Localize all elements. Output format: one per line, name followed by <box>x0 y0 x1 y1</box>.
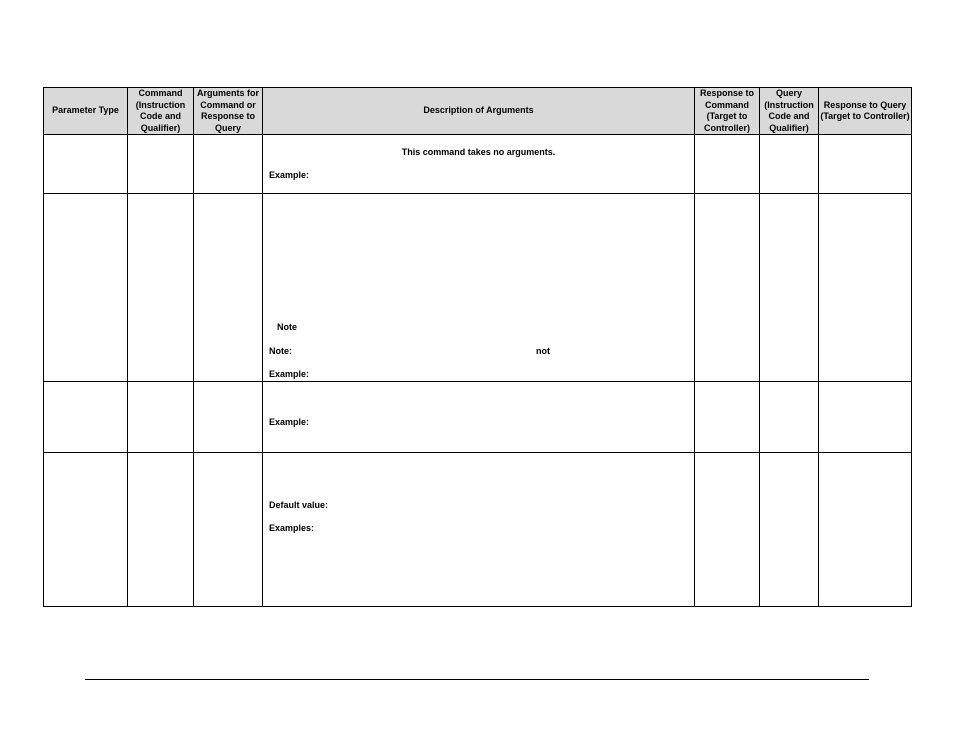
cell-description <box>263 382 695 453</box>
cell-arguments <box>194 453 263 607</box>
cell-response-to-query <box>819 453 912 607</box>
no-arguments-text: This command takes no arguments. <box>401 147 556 157</box>
not-word: not <box>536 346 550 356</box>
cell-command <box>128 382 194 453</box>
cell-response-to-command <box>695 453 760 607</box>
cell-query <box>760 453 819 607</box>
header-arguments: Arguments for Command or Response to Query <box>194 88 263 135</box>
cell-parameter-type <box>44 382 128 453</box>
header-row <box>44 88 912 135</box>
cell-parameter-type <box>44 194 128 382</box>
example-label: Example: <box>269 369 310 379</box>
header-query: Query (Instruction Code and Qualifier) <box>760 88 819 135</box>
cell-arguments <box>194 382 263 453</box>
header-parameter-type: Parameter Type <box>44 88 128 135</box>
header-response-to-command: Response to Command (Target to Controller) <box>695 88 760 135</box>
cell-arguments <box>194 135 263 194</box>
cell-command <box>128 453 194 607</box>
header-response-to-query: Response to Query (Target to Controller) <box>819 88 912 135</box>
cell-parameter-type <box>44 135 128 194</box>
command-table <box>43 87 912 607</box>
header-description: Description of Arguments <box>263 88 695 135</box>
note-colon-label: Note: <box>269 346 292 356</box>
table-row <box>44 453 912 607</box>
cell-response-to-command <box>695 194 760 382</box>
cell-description <box>263 194 695 382</box>
examples-label: Examples: <box>269 523 315 533</box>
cell-description <box>263 453 695 607</box>
table-row <box>44 382 912 453</box>
cell-response-to-command <box>695 382 760 453</box>
cell-response-to-query <box>819 135 912 194</box>
note-label: Note <box>277 322 297 332</box>
footer-divider <box>85 679 869 680</box>
example-label: Example: <box>269 170 310 180</box>
cell-description <box>263 135 695 194</box>
header-command: Command (Instruction Code and Qualifier) <box>128 88 194 135</box>
table-row <box>44 194 912 382</box>
cell-response-to-command <box>695 135 760 194</box>
default-value-label: Default value: <box>269 500 329 510</box>
table-row <box>44 135 912 194</box>
cell-query <box>760 382 819 453</box>
cell-response-to-query <box>819 194 912 382</box>
cell-arguments <box>194 194 263 382</box>
cell-command <box>128 135 194 194</box>
cell-command <box>128 194 194 382</box>
cell-response-to-query <box>819 382 912 453</box>
cell-query <box>760 194 819 382</box>
cell-parameter-type <box>44 453 128 607</box>
example-label: Example: <box>269 417 310 427</box>
cell-query <box>760 135 819 194</box>
